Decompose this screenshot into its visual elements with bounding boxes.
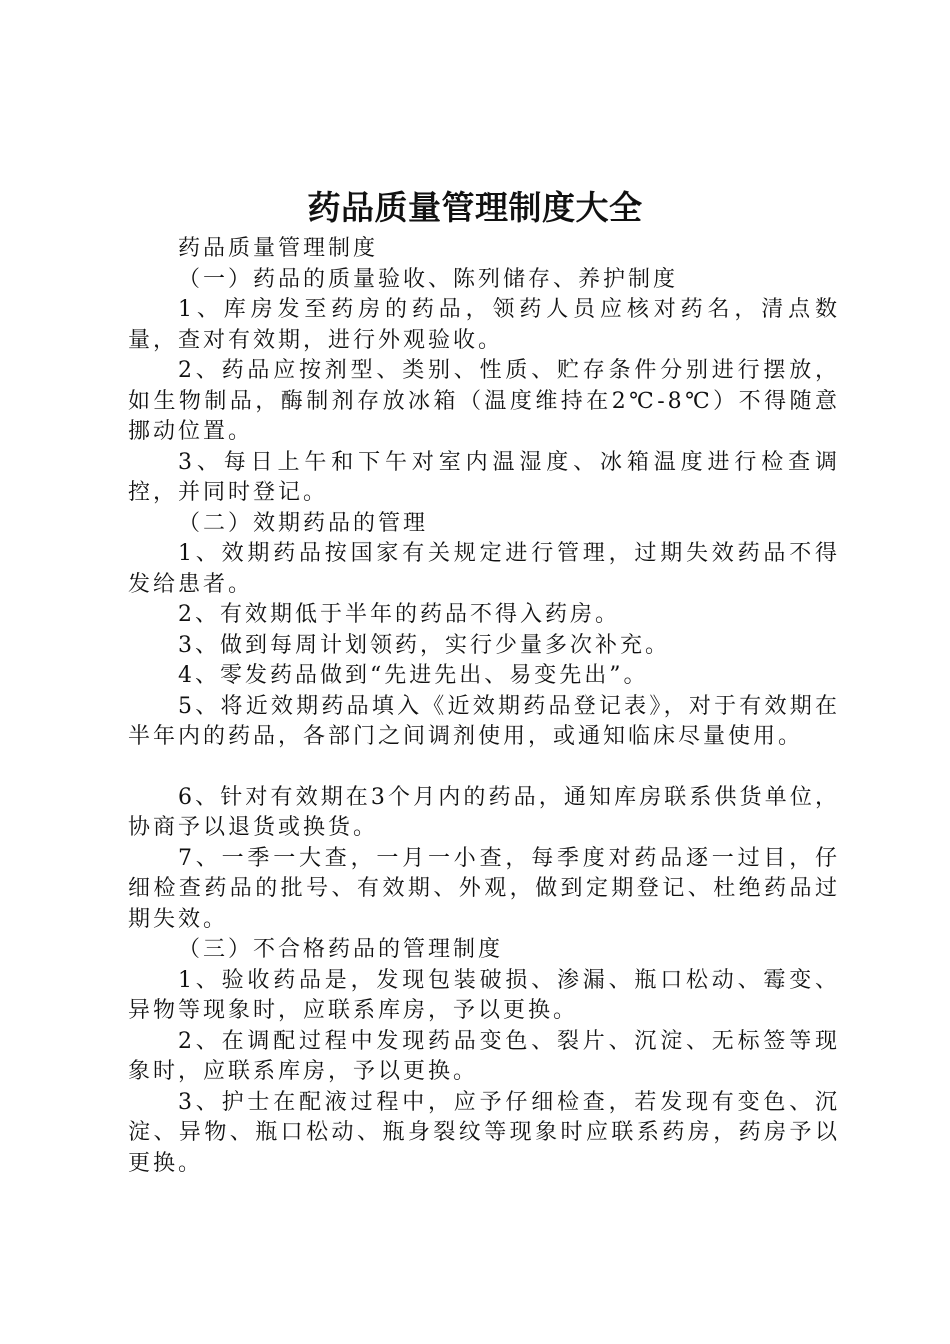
paragraph: 3、每日上午和下午对室内温湿度、冰箱温度进行检查调控，并同时登记。 — [128, 449, 840, 505]
paragraph: 7、一季一大查，一月一小查，每季度对药品逐一过目，仔细检查药品的批号、有效期、外观，做到定期登记、杜绝药品过期失效。 — [128, 845, 840, 932]
section-heading-3: （三）不合格药品的管理制度 — [178, 937, 504, 962]
section-heading-2: （二）效期药品的管理 — [178, 510, 429, 536]
paragraph: 3、护士在配液过程中，应予仔细检查，若发现有变色、沉淀、异物、瓶口松动、瓶身裂纹等现象时应联系药房，药房予以更换。 — [128, 1089, 840, 1176]
paragraph-intro: 药品质量管理制度 — [178, 236, 379, 261]
paragraph: 2、药品应按剂型、类别、性质、贮存条件分别进行摆放，如生物制品，酶制剂存放冰箱（温度维持在2℃-8℃）不得随意挪动位置。 — [128, 358, 840, 444]
section-heading-1: （一）药品的质量验收、陈列储存、养护制度 — [178, 266, 679, 292]
paragraph: 4、零发药品做到“先进先出、易变先出”。 — [178, 663, 649, 688]
paragraph: 1、效期药品按国家有关规定进行管理，过期失效药品不得发给患者。 — [128, 541, 840, 597]
paragraph: 6、针对有效期在3个月内的药品，通知库房联系供货单位，协商予以退货或换货。 — [128, 784, 840, 840]
paragraph: 1、验收药品是，发现包装破损、渗漏、瓶口松动、霉变、异物等现象时，应联系库房，予以更换。 — [128, 967, 840, 1023]
document-title: 药品质量管理制度大全 — [307, 188, 643, 227]
paragraph: 1、库房发至药房的药品，领药人员应核对药名，清点数量，查对有效期，进行外观验收。 — [128, 297, 840, 353]
paragraph: 2、在调配过程中发现药品变色、裂片、沉淀、无标签等现象时，应联系库房，予以更换。 — [128, 1028, 840, 1084]
paragraph: 2、有效期低于半年的药品不得入药房。 — [178, 602, 620, 627]
paragraph: 3、做到每周计划领药，实行少量多次补充。 — [178, 632, 670, 658]
document-body — [128, 234, 840, 1179]
paragraph: 5、将近效期药品填入《近效期药品登记表》，对于有效期在半年内的药品，各部门之间调剂使用，或通知临床尽量使用。 — [128, 693, 840, 749]
